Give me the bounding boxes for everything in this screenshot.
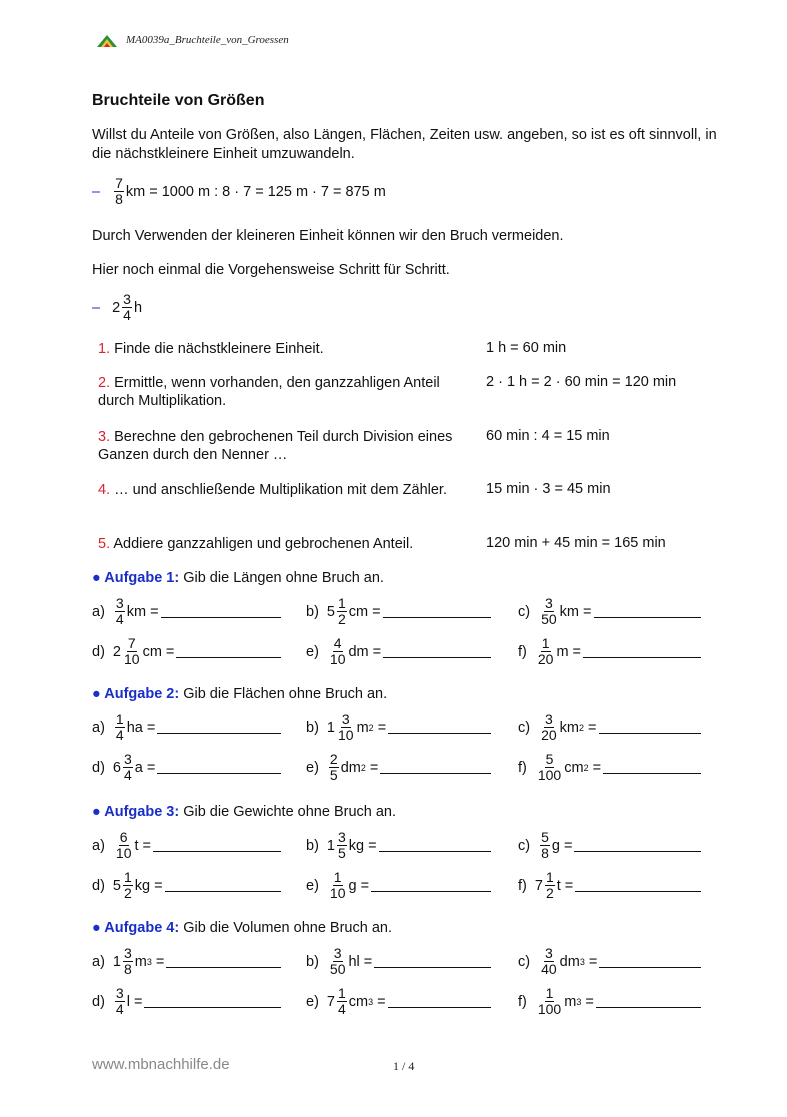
unit: m — [356, 719, 369, 736]
mixed-whole: 1 — [326, 719, 335, 736]
document-filename: MA0039a_Bruchteile_von_Groessen — [126, 34, 289, 46]
fraction-denominator: 10 — [329, 885, 346, 901]
task-heading — [92, 920, 392, 936]
fraction — [115, 596, 125, 627]
exercise-item — [306, 636, 491, 667]
fraction-numerator: 3 — [123, 751, 132, 767]
equals-sign: = — [161, 643, 175, 660]
fraction-numerator: 2 — [329, 751, 338, 767]
step-number: 3. — [98, 429, 111, 445]
item-letter: f) — [518, 877, 527, 894]
exercise-item — [518, 596, 701, 627]
mixed-whole: 5 — [326, 603, 335, 620]
fraction-denominator: 4 — [337, 1001, 346, 1017]
unit: ha — [126, 719, 143, 736]
unit: a — [134, 759, 143, 776]
unit: g — [551, 837, 560, 854]
equals-sign: = — [151, 953, 165, 970]
item-letter: a) — [92, 837, 105, 854]
fraction — [337, 596, 347, 627]
fraction-numerator: 1 — [545, 985, 554, 1001]
exercise-item — [92, 596, 281, 627]
unit: m — [556, 643, 569, 660]
fraction-denominator: 10 — [115, 845, 132, 861]
fraction-numerator: 1 — [545, 869, 554, 885]
fraction-numerator: 5 — [545, 751, 554, 767]
fraction-denominator: 50 — [541, 611, 557, 627]
answer-blank[interactable] — [603, 761, 701, 774]
fraction — [537, 636, 555, 667]
fraction-denominator: 8 — [115, 191, 123, 207]
item-letter: c) — [518, 719, 531, 736]
exercise-item — [306, 752, 491, 783]
fraction — [123, 752, 133, 783]
equals-sign: = — [138, 837, 152, 854]
fraction-numerator: 3 — [333, 945, 342, 961]
answer-blank[interactable] — [383, 605, 491, 618]
answer-blank[interactable] — [153, 839, 281, 852]
unit: cm — [564, 759, 584, 776]
answer-blank[interactable] — [599, 955, 701, 968]
fraction — [123, 946, 133, 977]
unit: kg — [348, 837, 365, 854]
task-label: ● Aufgabe 1: — [92, 570, 180, 586]
fraction — [540, 596, 558, 627]
exercise-item — [518, 752, 701, 783]
item-letter: f) — [518, 993, 527, 1010]
fraction — [540, 830, 550, 861]
fraction-denominator: 5 — [337, 845, 346, 861]
fraction-denominator: 4 — [123, 307, 131, 323]
exercise-item — [306, 596, 491, 627]
item-letter: d) — [92, 643, 105, 660]
page-number: 1 / 4 — [393, 1059, 415, 1073]
item-letter: f) — [518, 759, 527, 776]
equals-sign: = — [365, 759, 379, 776]
mixed-whole: 5 — [112, 877, 121, 894]
fraction-numerator: 5 — [541, 829, 549, 845]
mixed-whole: 2 — [112, 643, 121, 660]
fraction-numerator: 6 — [119, 829, 128, 845]
task-instruction: Gib die Volumen ohne Bruch an. — [183, 920, 392, 936]
equals-sign: = — [579, 603, 592, 620]
exercise-item — [92, 946, 281, 977]
fraction — [115, 830, 133, 861]
fraction — [329, 946, 347, 977]
equals-sign: = — [356, 877, 370, 894]
fraction-denominator: 2 — [545, 885, 554, 901]
item-letter: d) — [92, 993, 105, 1010]
equals-sign: = — [368, 603, 381, 620]
item-letter: c) — [518, 953, 531, 970]
fraction — [123, 636, 141, 667]
equals-sign: = — [373, 719, 387, 736]
equals-sign: = — [560, 877, 574, 894]
item-letter: d) — [92, 877, 105, 894]
answer-blank[interactable] — [157, 761, 281, 774]
item-letter: d) — [92, 759, 105, 776]
unit: dm — [559, 953, 580, 970]
unit: cm — [142, 643, 162, 660]
item-letter: e) — [306, 993, 319, 1010]
step-description: Addiere ganzzahligen und gebrochenen Anteil. — [113, 536, 414, 552]
step-calculation: 60 min : 4 = 15 min — [486, 428, 610, 444]
unit-exponent: 3 — [368, 996, 374, 1007]
unit-exponent: 3 — [146, 956, 152, 967]
step-description: Ermittle, wenn vorhanden, den ganzzahligen Anteil durch Multiplikation. — [98, 375, 440, 409]
answer-blank[interactable] — [388, 995, 491, 1008]
step-text — [98, 481, 468, 499]
equals-sign: = — [359, 953, 373, 970]
note-step-by-step: Hier noch einmal die Vorgehensweise Schritt für Schritt. — [92, 262, 450, 278]
unit: cm — [348, 603, 369, 620]
example-calculation: km = 1000 m : 8 · 7 = 125 m · 7 = 875 m — [125, 183, 386, 200]
equals-sign: = — [129, 993, 143, 1010]
equals-sign: = — [568, 643, 582, 660]
fraction-numerator: 7 — [127, 635, 136, 651]
step-number: 1. — [98, 341, 111, 357]
exercise-item — [518, 946, 701, 977]
item-letter: a) — [92, 603, 105, 620]
step-text — [98, 535, 468, 553]
fraction — [337, 712, 355, 743]
exercise-item — [92, 830, 281, 861]
mixed-whole: 1 — [326, 837, 335, 854]
step-calculation: 15 min · 3 = 45 min — [486, 481, 611, 497]
equals-sign: = — [142, 719, 156, 736]
item-letter: a) — [92, 953, 105, 970]
fraction-denominator: 2 — [337, 611, 346, 627]
task-instruction: Gib die Gewichte ohne Bruch an. — [183, 804, 397, 820]
unit: cm — [348, 993, 369, 1010]
fraction — [329, 636, 347, 667]
fraction-numerator: 3 — [337, 829, 346, 845]
mixed-whole: 2 — [112, 299, 121, 316]
task-label: ● Aufgabe 2: — [92, 686, 180, 702]
equals-sign: = — [150, 877, 163, 894]
fraction-denominator: 40 — [541, 961, 557, 977]
unit: m — [134, 953, 147, 970]
equals-sign: = — [584, 953, 598, 970]
exercise-item — [306, 870, 491, 901]
fraction-denominator: 100 — [537, 1001, 562, 1017]
mixed-whole: 1 — [112, 953, 121, 970]
task-label-text: Aufgabe 1: — [104, 570, 180, 586]
example-kilometers — [92, 176, 386, 207]
task-label: ● Aufgabe 4: — [92, 920, 180, 936]
note-smaller-unit: Durch Verwenden der kleineren Einheit können wir den Bruch vermeiden. — [92, 228, 564, 244]
item-letter: c) — [518, 837, 531, 854]
fraction-denominator: 4 — [115, 1001, 124, 1017]
intro-paragraph: Willst du Anteile von Größen, also Längen, Flächen, Zeiten usw. angeben, so ist es oft sinnvoll, in die nächstkleinere Einheit umzuwandeln. — [92, 127, 717, 162]
unit: kg — [134, 877, 151, 894]
fraction-numerator: 1 — [541, 635, 550, 651]
answer-blank[interactable] — [165, 879, 281, 892]
fraction — [115, 712, 125, 743]
answer-blank[interactable] — [383, 645, 491, 658]
example-hours — [92, 292, 142, 323]
unit: dm — [348, 643, 369, 660]
exercise-item — [306, 946, 491, 977]
task-heading — [92, 686, 387, 702]
fraction-denominator: 4 — [115, 611, 124, 627]
answer-blank[interactable] — [144, 995, 281, 1008]
task-label-text: Aufgabe 2: — [104, 686, 180, 702]
answer-blank[interactable] — [371, 879, 491, 892]
item-letter: a) — [92, 719, 105, 736]
step-text — [98, 340, 468, 358]
step-number: 4. — [98, 482, 111, 498]
fraction — [123, 870, 133, 901]
task-label: ● Aufgabe 3: — [92, 804, 180, 820]
step-calculation: 2 · 1 h = 2 · 60 min = 120 min — [486, 374, 677, 390]
fraction-numerator: 1 — [333, 869, 342, 885]
fraction — [329, 752, 339, 783]
fraction-numerator: 7 — [115, 175, 123, 191]
fraction-denominator: 10 — [337, 727, 354, 743]
unit: dm — [340, 759, 361, 776]
mixed-whole: 6 — [112, 759, 121, 776]
fraction-numerator: 1 — [115, 711, 124, 727]
fraction — [337, 830, 347, 861]
fraction — [540, 712, 558, 743]
fraction-denominator: 4 — [123, 767, 132, 783]
unit: km — [126, 603, 147, 620]
unit: hl — [348, 953, 360, 970]
fraction-numerator: 3 — [544, 595, 553, 611]
mixed-whole: 7 — [534, 877, 543, 894]
step-number: 5. — [98, 536, 111, 552]
step-text — [98, 428, 468, 464]
unit: g — [348, 877, 357, 894]
item-letter: e) — [306, 877, 319, 894]
item-letter: e) — [306, 759, 319, 776]
fraction-denominator: 10 — [123, 651, 140, 667]
exercise-item — [92, 712, 281, 743]
answer-blank[interactable] — [574, 839, 701, 852]
fraction-numerator: 1 — [337, 985, 346, 1001]
step-calculation: 120 min + 45 min = 165 min — [486, 535, 666, 551]
fraction — [545, 870, 555, 901]
answer-blank[interactable] — [166, 955, 281, 968]
page-title: Bruchteile von Größen — [92, 92, 265, 109]
answer-blank[interactable] — [575, 879, 701, 892]
fraction-numerator: 3 — [115, 985, 124, 1001]
unit-exponent: 3 — [579, 956, 585, 967]
fraction-numerator: 3 — [544, 945, 553, 961]
step-description: … und anschließende Multiplikation mit dem Zähler. — [114, 482, 447, 498]
equals-sign: = — [364, 837, 377, 854]
equals-sign: = — [584, 719, 597, 736]
fraction — [540, 946, 558, 977]
unit: l — [126, 993, 130, 1010]
equals-sign: = — [559, 837, 573, 854]
task-heading — [92, 804, 396, 820]
fraction-denominator: 5 — [329, 767, 338, 783]
fraction — [114, 176, 124, 207]
unit: t — [556, 877, 561, 894]
fraction-numerator: 1 — [123, 869, 132, 885]
answer-blank[interactable] — [374, 955, 491, 968]
exercise-item — [92, 752, 281, 783]
exercise-item — [306, 712, 491, 743]
equals-sign: = — [588, 759, 602, 776]
unit: t — [134, 837, 139, 854]
list-dash: – — [92, 299, 101, 316]
answer-blank[interactable] — [388, 721, 491, 734]
logo-icon — [96, 34, 118, 48]
unit-exponent: 2 — [583, 762, 589, 773]
unit: km — [559, 719, 580, 736]
item-letter: b) — [306, 719, 319, 736]
step-calculation: 1 h = 60 min — [486, 340, 567, 356]
exercise-item — [306, 986, 491, 1017]
answer-blank[interactable] — [594, 605, 701, 618]
answer-blank[interactable] — [599, 721, 701, 734]
fraction-numerator: 3 — [123, 945, 132, 961]
unit-exponent: 2 — [579, 722, 585, 733]
fraction-denominator: 20 — [537, 651, 554, 667]
exercise-item — [518, 986, 701, 1017]
equals-sign: = — [581, 993, 594, 1010]
answer-blank[interactable] — [596, 995, 701, 1008]
step-description: Berechne den gebrochenen Teil durch Division eines Ganzen durch den Nenner … — [98, 429, 453, 463]
item-letter: f) — [518, 643, 527, 660]
step-number: 2. — [98, 375, 111, 391]
fraction — [115, 986, 125, 1017]
unit-exponent: 2 — [360, 762, 366, 773]
task-label-text: Aufgabe 4: — [104, 920, 180, 936]
answer-blank[interactable] — [157, 721, 281, 734]
task-label-text: Aufgabe 3: — [104, 804, 180, 820]
exercise-item — [518, 870, 701, 901]
item-letter: b) — [306, 603, 319, 620]
fraction-denominator: 8 — [541, 845, 549, 861]
fraction — [337, 986, 347, 1017]
exercise-item — [518, 830, 701, 861]
fraction-denominator: 50 — [329, 961, 346, 977]
fraction-numerator: 3 — [544, 711, 553, 727]
fraction — [329, 870, 347, 901]
step-text — [98, 374, 468, 410]
item-letter: e) — [306, 643, 319, 660]
fraction-denominator: 20 — [541, 727, 557, 743]
fraction — [122, 292, 132, 323]
fraction-numerator: 1 — [337, 595, 346, 611]
item-letter: b) — [306, 837, 319, 854]
fraction-numerator: 3 — [115, 595, 124, 611]
unit-exponent: 2 — [368, 722, 374, 733]
item-letter: b) — [306, 953, 319, 970]
fraction — [537, 752, 562, 783]
unit-exponent: 3 — [576, 996, 582, 1007]
unit: h — [133, 299, 143, 316]
fraction-denominator: 100 — [537, 767, 562, 783]
exercise-item — [518, 636, 701, 667]
exercise-item — [92, 636, 281, 667]
fraction-denominator: 8 — [123, 961, 132, 977]
fraction-numerator: 3 — [123, 291, 131, 307]
item-letter: c) — [518, 603, 531, 620]
task-heading — [92, 570, 384, 586]
equals-sign: = — [142, 759, 156, 776]
exercise-item — [306, 830, 491, 861]
fraction-numerator: 3 — [341, 711, 350, 727]
answer-blank[interactable] — [380, 761, 491, 774]
equals-sign: = — [368, 643, 382, 660]
equals-sign: = — [373, 993, 386, 1010]
equals-sign: = — [146, 603, 159, 620]
answer-blank[interactable] — [379, 839, 491, 852]
answer-blank[interactable] — [176, 645, 281, 658]
fraction-numerator: 4 — [333, 635, 342, 651]
fraction-denominator: 4 — [115, 727, 124, 743]
fraction-denominator: 2 — [123, 885, 132, 901]
unit: m — [564, 993, 577, 1010]
mixed-whole: 7 — [326, 993, 335, 1010]
answer-blank[interactable] — [583, 645, 701, 658]
task-instruction: Gib die Längen ohne Bruch an. — [183, 570, 384, 586]
exercise-item — [518, 712, 701, 743]
exercise-item — [92, 870, 281, 901]
exercise-item — [92, 986, 281, 1017]
answer-blank[interactable] — [161, 605, 281, 618]
list-dash: – — [92, 183, 101, 200]
step-description: Finde die nächstkleinere Einheit. — [114, 341, 324, 357]
fraction — [537, 986, 562, 1017]
fraction-denominator: 10 — [329, 651, 346, 667]
unit: km — [559, 603, 580, 620]
footer-website: www.mbnachhilfe.de — [92, 1056, 230, 1073]
task-instruction: Gib die Flächen ohne Bruch an. — [183, 686, 388, 702]
